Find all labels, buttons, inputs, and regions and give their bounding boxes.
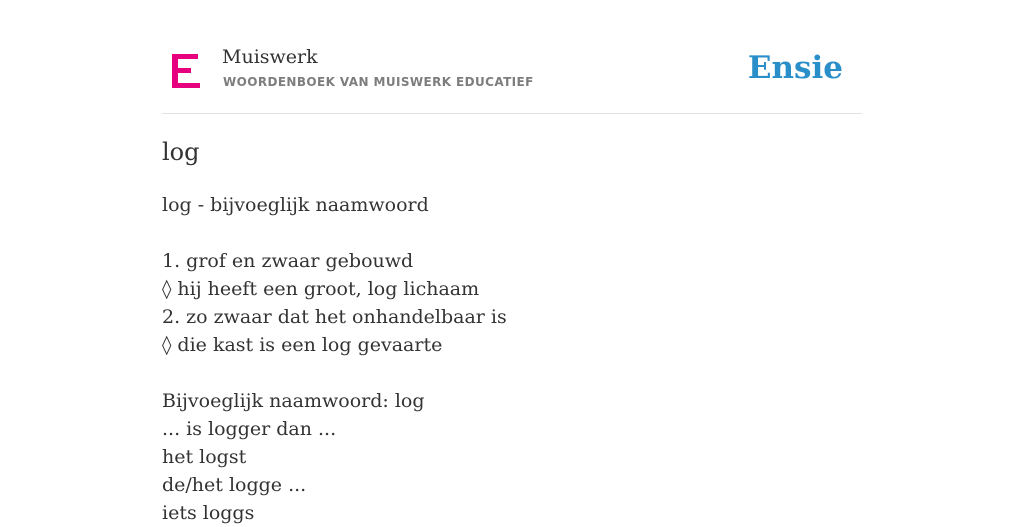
word-class: log - bijvoeglijk naamwoord [162, 194, 429, 216]
site-subtitle: WOORDENBOEK VAN MUISWERK EDUCATIEF [223, 75, 534, 89]
dictionary-entry [162, 136, 862, 527]
sense-line: 1. grof en zwaar gebouwd [162, 250, 414, 272]
form-line: iets loggs [162, 502, 255, 524]
site-title[interactable]: Muiswerk [222, 46, 318, 68]
form-line: het logst [162, 446, 247, 468]
form-line: ... is logger dan ... [162, 418, 337, 440]
spacer [162, 219, 862, 247]
spacer [162, 359, 862, 387]
muiswerk-logo-icon[interactable] [172, 54, 200, 88]
forms-heading: Bijvoeglijk naamwoord: log [162, 390, 425, 412]
form-line: de/het logge ... [162, 474, 307, 496]
brand-logo[interactable]: Ensie [747, 50, 843, 86]
sense-line: 2. zo zwaar dat het onhandelbaar is [162, 306, 507, 328]
site-header [162, 0, 862, 114]
definition-body [162, 191, 862, 527]
entry-title: log [162, 138, 200, 166]
example-line: ◊ die kast is een log gevaarte [162, 334, 443, 356]
example-line: ◊ hij heeft een groot, log lichaam [162, 278, 480, 300]
